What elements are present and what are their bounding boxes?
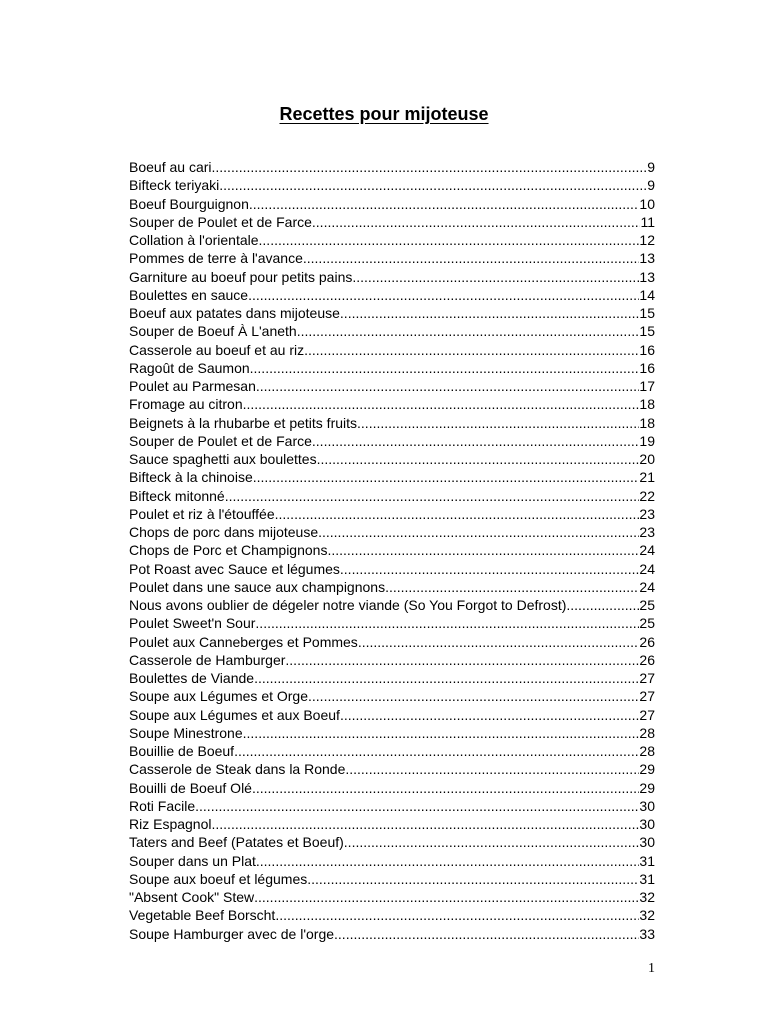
toc-entry-page: 9 <box>647 177 655 194</box>
dot-leader <box>256 852 640 870</box>
toc-entry-title: Chops de Porc et Champignons <box>129 542 328 559</box>
toc-entry-title: Vegetable Beef Borscht <box>129 907 276 924</box>
dot-leader <box>303 249 640 267</box>
dot-leader <box>225 487 640 505</box>
dot-leader <box>243 724 640 742</box>
toc-entry <box>129 578 655 596</box>
toc-entry <box>129 925 655 943</box>
dot-leader <box>357 414 639 432</box>
dot-leader <box>212 815 640 833</box>
toc-entry-page: 24 <box>639 542 655 559</box>
toc-entry <box>129 815 655 833</box>
toc-entry-title: Boeuf Bourguignon <box>129 195 249 212</box>
toc-entry <box>129 687 655 705</box>
toc-entry-title: Roti Facile <box>129 797 196 814</box>
toc-entry <box>129 505 655 523</box>
toc-entry <box>129 906 655 924</box>
toc-entry-title: Souper de Boeuf À L'aneth <box>129 323 297 340</box>
toc-entry <box>129 468 655 486</box>
toc-entry-title: Nous avons oublier de dégeler notre viande (So You Forgot to Defrost) <box>129 597 567 613</box>
toc-entry-page: 18 <box>639 414 655 431</box>
toc-entry-page: 9 <box>647 159 655 175</box>
toc-entry <box>129 286 655 304</box>
toc-entry-page: 14 <box>639 286 655 303</box>
toc-entry-title: Boulettes de Viande <box>129 670 255 686</box>
toc-entry-page: 15 <box>639 305 655 321</box>
dot-leader <box>318 523 639 541</box>
toc-entry-page: 26 <box>639 633 655 650</box>
toc-entry <box>129 359 655 377</box>
dot-leader <box>352 268 639 286</box>
dot-leader <box>308 687 639 705</box>
toc-entry-page: 21 <box>639 469 655 486</box>
dot-leader <box>219 176 647 194</box>
dot-leader <box>340 304 640 322</box>
document-title: Recettes pour mijoteuse <box>279 104 489 125</box>
dot-leader <box>307 870 639 888</box>
toc-entry-title: Souper dans un Plat <box>129 852 256 869</box>
toc-entry-title: Beignets à la rhubarbe et petits fruits <box>129 414 358 431</box>
toc-entry-page: 29 <box>639 779 655 796</box>
toc-entry-page: 30 <box>639 816 655 832</box>
toc-entry-title: Taters and Beef (Patates et Boeuf) <box>129 834 344 851</box>
toc-entry-page: 29 <box>639 761 655 778</box>
dot-leader <box>358 633 640 651</box>
toc-entry-page: 22 <box>639 487 655 504</box>
toc-entry <box>129 870 655 888</box>
toc-entry-title: Boulettes en sauce <box>129 286 249 303</box>
toc-entry-page: 32 <box>639 889 655 905</box>
toc-entry-title: Bouilli de Boeuf Olé <box>129 779 252 796</box>
dot-leader <box>297 322 640 340</box>
toc-entry-title: Soupe aux boeuf et légumes <box>129 870 308 887</box>
toc-entry-page: 15 <box>639 323 655 340</box>
toc-entry <box>129 833 655 851</box>
dot-leader <box>255 614 639 632</box>
toc-entry <box>129 231 655 249</box>
toc-entry <box>129 176 655 194</box>
toc-entry-page: 18 <box>639 396 655 413</box>
toc-entry <box>129 395 655 413</box>
dot-leader <box>304 341 639 359</box>
toc-entry <box>129 195 655 213</box>
toc-entry-title: Poulet et riz à l'étouffée <box>129 505 275 522</box>
toc-entry-title: Casserole de Hamburger <box>129 651 286 668</box>
toc-entry <box>129 541 655 559</box>
toc-entry-page: 24 <box>639 560 655 577</box>
toc-entry-title: Collation à l'orientale <box>129 232 259 248</box>
page-number: 1 <box>648 961 655 976</box>
toc-entry-page: 24 <box>639 578 655 595</box>
toc-entry-page: 17 <box>639 378 655 394</box>
toc-entry-title: Bifteck teriyaki <box>129 177 220 194</box>
toc-entry-page: 27 <box>639 670 655 686</box>
toc-entry-title: Boeuf au cari <box>129 159 212 175</box>
toc-entry-page: 25 <box>639 597 655 613</box>
toc-entry-title: Bifteck mitonné <box>129 487 225 504</box>
toc-entry-title: "Absent Cook" Stew <box>129 889 255 905</box>
toc-entry-page: 12 <box>639 232 655 248</box>
toc-entry-title: Soupe Minestrone <box>129 724 243 741</box>
toc-entry-title: Fromage au citron <box>129 396 243 413</box>
toc-entry-page: 30 <box>639 797 655 814</box>
toc-entry-title: Riz Espagnol <box>129 816 212 832</box>
toc-entry <box>129 852 655 870</box>
dot-leader <box>344 833 640 851</box>
toc-entry-title: Soupe aux Légumes et aux Boeuf <box>129 706 340 723</box>
toc-entry-title: Boeuf aux patates dans mijoteuse <box>129 305 340 321</box>
toc-entry <box>129 268 655 286</box>
dot-leader <box>234 742 639 760</box>
toc-entry <box>129 779 655 797</box>
dot-leader <box>254 888 639 906</box>
toc-entry <box>129 341 655 359</box>
toc-entry-title: Poulet dans une sauce aux champignons <box>129 578 386 595</box>
toc-entry-title: Casserole de Steak dans la Ronde <box>129 761 346 778</box>
toc-entry <box>129 669 655 687</box>
table-of-contents <box>129 158 655 943</box>
dot-leader <box>275 906 639 924</box>
toc-entry-page: 26 <box>639 651 655 668</box>
toc-entry <box>129 560 655 578</box>
dot-leader <box>252 779 639 797</box>
toc-entry <box>129 487 655 505</box>
toc-entry <box>129 523 655 541</box>
toc-entry <box>129 414 655 432</box>
toc-entry-title: Souper de Poulet et de Farce <box>129 213 312 230</box>
toc-entry <box>129 742 655 760</box>
dot-leader <box>248 286 639 304</box>
toc-entry-page: 31 <box>639 852 655 869</box>
toc-entry-page: 31 <box>639 870 655 887</box>
toc-entry-title: Sauce spaghetti aux boulettes <box>129 451 317 467</box>
toc-entry-title: Bouillie de Boeuf <box>129 743 235 759</box>
toc-entry-page: 13 <box>639 268 655 285</box>
toc-entry-page: 16 <box>639 359 655 376</box>
toc-entry-title: Bifteck à la chinoise <box>129 469 253 486</box>
toc-entry <box>129 377 655 395</box>
toc-entry <box>129 633 655 651</box>
dot-leader <box>243 395 640 413</box>
toc-entry <box>129 651 655 669</box>
toc-entry-page: 16 <box>639 341 655 358</box>
toc-entry-page: 19 <box>639 432 655 449</box>
toc-entry-title: Garniture au boeuf pour petits pains <box>129 268 353 285</box>
dot-leader <box>275 505 640 523</box>
toc-entry-title: Poulet aux Canneberges et Pommes <box>129 633 358 650</box>
toc-entry-page: 30 <box>639 834 655 851</box>
toc-entry-title: Souper de Poulet et de Farce <box>129 432 312 449</box>
dot-leader <box>345 760 639 778</box>
toc-entry <box>129 304 655 322</box>
dot-leader <box>254 669 639 687</box>
dot-leader <box>256 377 640 395</box>
dot-leader <box>312 213 641 231</box>
toc-entry-title: Soupe Hamburger avec de l'orge <box>129 925 335 942</box>
dot-leader <box>566 596 639 614</box>
toc-entry-title: Pot Roast avec Sauce et légumes <box>129 560 340 577</box>
toc-entry-page: 20 <box>639 451 655 467</box>
toc-entry-page: 28 <box>639 743 655 759</box>
toc-entry <box>129 724 655 742</box>
toc-entry <box>129 213 655 231</box>
toc-entry-title: Ragoût de Saumon <box>129 359 250 376</box>
dot-leader <box>385 578 639 596</box>
toc-entry <box>129 158 655 176</box>
toc-entry-page: 23 <box>639 505 655 522</box>
toc-entry-page: 23 <box>639 524 655 540</box>
toc-entry-title: Soupe aux Légumes et Orge <box>129 688 309 705</box>
toc-entry-page: 25 <box>639 615 655 632</box>
toc-entry-page: 27 <box>639 706 655 723</box>
toc-entry <box>129 888 655 906</box>
dot-leader <box>317 450 640 468</box>
toc-entry <box>129 322 655 340</box>
toc-entry <box>129 706 655 724</box>
toc-entry-page: 27 <box>639 688 655 705</box>
toc-entry-page: 32 <box>639 907 655 924</box>
toc-entry <box>129 614 655 632</box>
toc-entry-page: 33 <box>639 925 655 942</box>
dot-leader <box>340 560 640 578</box>
toc-entry-page: 13 <box>639 250 655 267</box>
toc-entry <box>129 760 655 778</box>
toc-entry <box>129 797 655 815</box>
toc-entry <box>129 450 655 468</box>
dot-leader <box>312 432 640 450</box>
dot-leader <box>340 706 639 724</box>
dot-leader <box>212 158 648 176</box>
dot-leader <box>327 541 639 559</box>
toc-entry-page: 11 <box>640 213 655 230</box>
toc-entry-title: Pommes de terre à l'avance <box>129 250 303 267</box>
toc-entry-page: 28 <box>639 724 655 741</box>
dot-leader <box>250 359 640 377</box>
toc-entry <box>129 432 655 450</box>
dot-leader <box>253 468 640 486</box>
toc-entry-page: 10 <box>639 195 655 212</box>
dot-leader <box>259 231 640 249</box>
toc-entry <box>129 596 655 614</box>
toc-entry-title: Poulet Sweet'n Sour <box>129 615 256 632</box>
toc-entry <box>129 249 655 267</box>
dot-leader <box>249 195 640 213</box>
dot-leader <box>285 651 639 669</box>
dot-leader <box>334 925 639 943</box>
toc-entry-title: Casserole au boeuf et au riz <box>129 341 305 358</box>
toc-entry-title: Poulet au Parmesan <box>129 378 256 394</box>
dot-leader <box>195 797 639 815</box>
toc-entry-title: Chops de porc dans mijoteuse <box>129 524 319 540</box>
